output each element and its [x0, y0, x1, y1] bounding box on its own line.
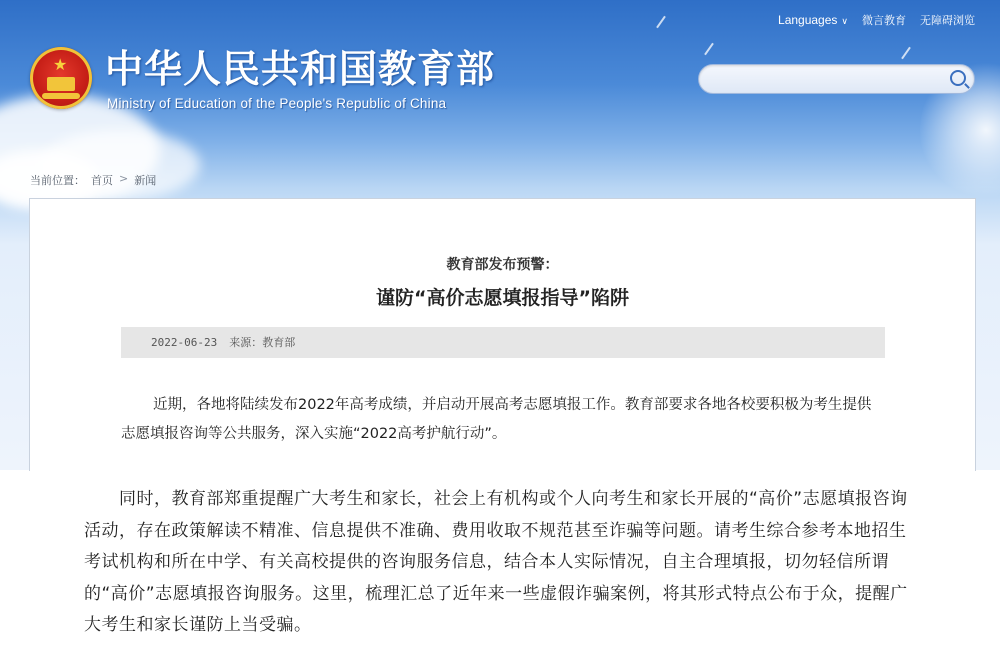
article-pre-title: 教育部发布预警： [446, 257, 559, 273]
breadcrumb [30, 172, 156, 188]
breadcrumb-current[interactable]: 新闻 [134, 174, 157, 187]
gate-icon [47, 77, 75, 91]
languages-menu[interactable] [778, 13, 848, 27]
search-input[interactable] [713, 69, 937, 91]
article-paragraph: 同时，教育部郑重提醒广大考生和家长，社会上有机构或个人向考生和家长开展的“高价”志愿填报咨询活动，存在政策解读不精准、信息提供不准确、费用收取不规范甚至诈骗等问题。请考生综合参考本地招生考试机构和所在中学、有关高校提供的咨询服务信息，结合本人实际情况，自主合理填报，切勿轻信所谓的“高价”志愿填报咨询服务。这里，梳理汇总了近年来一些虚假诈骗案例，将其形式特点公布于众，提醒广大考生和家长谨防上当受骗。 [84, 489, 908, 635]
wechat-link[interactable]: 微言教育 [862, 14, 906, 27]
article-title: 谨防“高价志愿填报指导”陷阱 [376, 287, 629, 309]
article-card [29, 198, 976, 471]
languages-label: Languages [778, 13, 838, 27]
search-icon[interactable] [950, 70, 966, 86]
site-title[interactable]: 中华人民共和国教育部 [105, 46, 496, 91]
article-date: 2022-06-23 [151, 336, 218, 349]
article-source: 来源：教育部 [229, 336, 296, 349]
accessibility-link[interactable]: 无障碍浏览 [920, 14, 975, 27]
article-meta [121, 327, 885, 358]
site-subtitle[interactable]: Ministry of Education of the People's Republic of China [107, 96, 447, 111]
emblem-base [42, 93, 80, 99]
seed-decoration [656, 16, 666, 29]
national-emblem-icon[interactable] [30, 47, 92, 109]
seed-decoration [704, 43, 714, 56]
article-paragraph: 近期，各地将陆续发布2022年高考成绩，并启动开展高考志愿填报工作。教育部要求各地各校要积极为考生提供志愿填报咨询等公共服务，深入实施“2022高考护航行动”。 [121, 397, 872, 442]
chevron-down-icon: ∨ [841, 17, 848, 27]
star-icon: ★ [53, 55, 68, 74]
seed-decoration [901, 47, 911, 60]
top-nav [778, 12, 975, 28]
breadcrumb-home[interactable]: 首页 [91, 174, 113, 187]
breadcrumb-prefix: 当前位置： [30, 174, 85, 187]
search-box [698, 64, 975, 94]
breadcrumb-separator: > [119, 172, 129, 185]
